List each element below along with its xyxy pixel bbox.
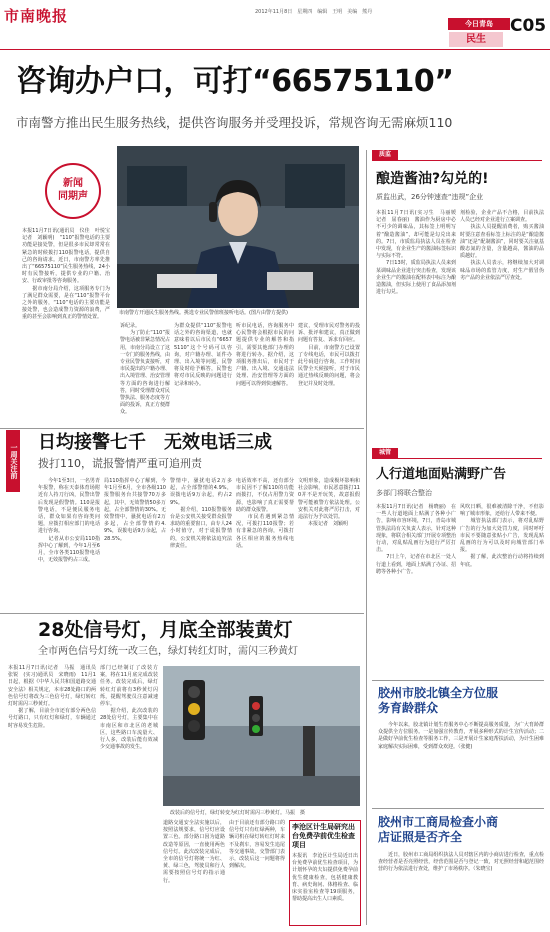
stats-body-col4: 电话效率不高，还有部分市民因不了解110的功能而拨打，不仅占用警力资源，也影响了真正需要帮助的群众报警。 市民若遇到紧急情况，可拨打110报警；若有非紧急的咨询，可拨打各区相应的服务热线电话。	[236, 478, 294, 549]
traffic-photo	[163, 666, 360, 806]
traffic-body-col4: 由于目前还有部分路口的信号灯只有红绿两种，车辆司机在绿灯转红灯时来不及刹车，容易发生追尾等交通事故。交警部门表示，改装后这一问题将得到解决。	[229, 820, 285, 870]
lead-body-col2: 诉纪录。 为了防止“110”报警电话被非紧急情况占用，市南分局设立了这一专门的服务热线，由专业民警负责接听，对市民提出的户籍办理、出入境管理、治安管理等方面的咨询进行解答，同时受理群众对民警执法、服务态度等方面的投诉，真正方便群众。	[120, 323, 171, 416]
lead-headline: 咨询办户口，可打“66575110”	[16, 64, 454, 99]
brief-2-headline: 胶州市工商局检查小商店证照是否齐全	[378, 815, 499, 844]
traffic-photo-caption: 改装后的信号灯，绿灯转变为红灯时需闪三秒黄灯。马振 摄	[170, 810, 306, 816]
family-planning-headline: 李沧区计生局研究出台免费孕前优生检查项目	[292, 823, 355, 849]
family-planning-body: 本报讯 李沧区计生局近日出台免费孕前优生检查项目，为计划怀孕的夫妇提供免费孕前优生健康检查，包括健康教育、病史询问、体格检查、临床实验室检查等19项服务，帮助提高出生人口素质。	[292, 853, 358, 903]
news-badge	[45, 163, 101, 219]
brief-1-headline: 胶州市胶北镇全方位服务育龄群众	[378, 686, 499, 715]
stats-bottom-rule	[0, 613, 364, 614]
lead-byline-text: 本报11月7日讯(通讯员 仪佳 叶悦宝 记者 刘颖明) “110”报警电话的主要功能是接处警，但是很多市民却常常在紧急的时候拨打110报警电话，提供自己的咨询请求。近日，市南警方率先推出了“66575110”民生服务热线，24小时有民警接听，提供专业的户籍、治安、行政审批等咨询服务。 据市南分局介绍，这项服务专门为了满足群众需要，是在“110”报警平台之外的服务，“110”电话的主要功能是接处警，也会造成警力资源的浪费，严重的甚至会影响到真正的警情处置。	[22, 228, 110, 321]
brief-2-body: 近日，胶州市工商局组织执法人员对辖区内的小商店进行检查，重点检查经营者是否亮照经营，经营范围是否与登记一致，对无照经营和超范围经营的行为依法进行查处，维护了市场秩序。（朱晓宝)	[378, 852, 544, 873]
left-block-rule	[0, 428, 364, 429]
brief-divider	[372, 808, 544, 809]
page-name: 民生	[449, 32, 503, 47]
lead-body-col5: 建议，受理市民对警务的投诉、批评和建议，真正做到问题有答复、诉求有回应。 目前，市南警方已设置了专线电话，市民可以拨打此号码进行咨询，工作时间民警全天候接听，对于市民通过热线反映的问题，将会登记并及时处理。	[298, 323, 360, 387]
quality-headline: 酿造酱油?勾兑的!	[376, 171, 489, 187]
stats-body-col5: 文明形象，造成极坏影响和社会影响，市民恶意拨打110并不是开玩笑，故意报假警可能被警方依法处理。公安机关对此将严厉打击，对违法行为予以处罚。 本报记者 刘颖明	[298, 478, 360, 528]
quality-top-rule	[372, 160, 542, 161]
page-code: C05	[510, 16, 547, 36]
ads-tag: 城管	[372, 448, 398, 458]
date-line: 2012年11月8日 星期四 编辑 王明 美编 熊丹	[255, 9, 373, 15]
masthead: 市南晚报	[4, 7, 69, 25]
quality-body-col2: 剂检验，企业产品不合格，目前执法人员已经对企业进行立案调查。 执法人员提醒消费者，购买酱油时要注意查看标签上标注的是“酿造酱油”还是“配制酱油”，同时要关注氨基酸态氮的含量，含量越高，酱油的品质越好。 执法人员表示，将继续加大对调味品市场的监管力度，对生产假冒伪劣产品的企业依法严厉查处。	[460, 210, 544, 281]
news-badge-line1: 新闻	[63, 178, 83, 189]
lead-photo	[117, 146, 359, 308]
ads-top-rule	[372, 458, 542, 459]
ads-subheadline: 多部门将联合整治	[376, 489, 432, 497]
traffic-body-col1: 本报11月7日讯(记者 马振 通讯员 张锐 (实习)通讯员 宋晓雨) 11月1日起，根据《中华人民共和国道路交通安全法》相关规定，本市28处路口的两色信号灯将改为三色信号灯，绿灯转红灯时需闪三秒黄灯。 据了解，目前全市还有部分两色信号灯路口，只有红灯和绿灯，车辆通过时容易发生危险。	[8, 665, 96, 729]
section-label: 今日青岛	[448, 18, 510, 30]
traffic-body-col3: 道路交通安全法实施以后，按照法规要求，信号灯应设置三色。部分路口因为道路改造等原因，一直使用两色信号灯。此次改装完成后，全市的信号灯将统一为红、黄、绿三色，驾驶员和行人需要按照信号灯的指示通行。	[163, 820, 225, 884]
stats-side-tag: 一周关注前	[6, 430, 20, 492]
lead-subheadline: 市南警方推出民生服务热线，提供咨询服务并受理投诉，常规咨询无需麻烦110	[16, 115, 453, 130]
ads-headline: 人行道地面贴满野广告	[376, 467, 507, 482]
quality-tag: 质监	[372, 150, 398, 160]
news-badge-line2: 同期声	[58, 191, 88, 202]
traffic-body-col2: 部门已经制订了改装方案，将在11月底完成改装任务。改装完成后，绿灯转红灯前将有3秒黄灯闪烁，提醒驾驶员注意减速停车。 据介绍，此次改装的28处信号灯，主要集中在市南区和市北区的老城区，这些路口车流量大、行人多，改装后能有效减少交通事故的发生。	[100, 665, 158, 751]
lead-body-col4: 听市民电话，咨询服务中心民警将会根据市民的问题提供专业的解答和指引，需要其他部门办理的将进行转办。据介绍，这项服务推出后，市民对于户籍、出入境、交通违法处理、治安管理等方面的问题可以得到快速解答。	[236, 323, 294, 387]
lead-body-col3: 为群众提供“110”报警电话之外的咨询渠道，也就意味着以后市民有“66575110”这个号码可以咨询，对户籍办理、证件办理、出入境等问题，民警将及时给予解答，民警也将对市民反映的问题进行记录和转办。	[174, 323, 232, 387]
family-planning-box	[289, 820, 361, 926]
vertical-divider	[366, 150, 367, 925]
header-rule	[0, 49, 550, 50]
stats-body-col3: 警情中，骚扰电话2万多起，占全部警情的4.9%，误拨电话9万余起，约占29%。 据介绍，110报警服务台是公安机关接受群众报警求助的重要窗口，由专人24小时值守，对于谎报警情的，公安机关将依法追究法律责任。	[170, 478, 232, 549]
ads-body-col2: 风吹日晒，很难被清除干净，不但影响了城市形象，还给行人带来不便。 城管执法部门表示，将对乱贴野广告的行为加大处罚力度，同时呼吁市民不要随意张贴小广告，发现乱贴乱画的行为可以及时向城管部门举报。 据了解，此次整治行动将持续到年底。	[460, 504, 544, 568]
stats-body-col1: 今年1至3日，一名男青年报警，称在天泰体育场附近有人持刀行凶，民警出警后发现是假警情。110是报警电话，不是便民服务电话，群众如果有咨询类问题，应拨打相应部门的电话进行咨询。 记者从市公安局110指挥中心了解到，今年1月至6月，全市各类110报警电话中，无效报警约占三成。	[38, 478, 100, 564]
traffic-light-illustration	[163, 666, 360, 806]
officer-photo-illustration	[117, 146, 359, 308]
quality-subheadline: 质监出武，26分钟速查“违规”企业	[376, 193, 484, 201]
lead-photo-caption: 市南警方开通民生服务热线。挑选专业民警值班接听电话。(图片由警方提供)	[119, 310, 288, 316]
stats-body-col2: 局110指挥中心了解到，今年1月至6月，全市各级110报警服务台共接警70万多起，其中，无效警情50多万起，占全部警情的30%。无效警情中，骚扰电话有2万多起，占全部警情的4.9%，误拨电话9万余起，占28.5%。	[104, 478, 166, 542]
ads-body-col1: 本报11月7日讯(记者 杨晓丽) 在一些人行道地面上贴满了各种小广告，影响市容环境，7日，青岛市城管执法局有关负责人表示，针对这种现象，将联合相关部门开展专项整治行动，对乱贴乱画行为进行严厉打击。 7日上午，记者在市北区一处人行道上看到，地面上贴满了办证、招聘等各种小广告。	[376, 504, 457, 575]
stats-subheadline: 拨打110，谎报警情严重可追刑责	[38, 457, 202, 470]
brief-1-body: 今年以来，胶北镇计划生育服务中心不断提高服务质量，为广大育龄群众提供全方位服务。一是加强宣传教育，开展多种形式的计生宣传活动；二是做好孕前优生检查等服务工作，三是开展计生家庭帮扶活动，为计生困难家庭解决实际困难，受到群众欢迎。（张健)	[378, 722, 544, 750]
stats-headline: 日均接警七千 无效电话三成	[38, 432, 272, 453]
quality-body-col1: 本报11月7日讯(实习生 马丽媛 记者 屈春丽) 酱油作为厨房中必不可少的调味品，其标签上明明写着“酿造酱油”，却可能是勾兑出来的。7日，市质监局执法人员在检查中发现，有企业生产的酱油标签标识与实际不符。 7日13时，质监局执法人员来到某调味品企业进行突击检查，发现该企业生产的酱油在配料表中标注为酿造酱油，但实际上使用了食品添加剂进行勾兑。	[376, 210, 457, 296]
traffic-subheadline: 全市两色信号灯统一改三色，绿灯转红灯时，需闪三秒黄灯	[38, 646, 298, 657]
traffic-headline: 28处信号灯，月底全部装黄灯	[38, 619, 293, 641]
briefs-top-rule	[372, 680, 544, 681]
